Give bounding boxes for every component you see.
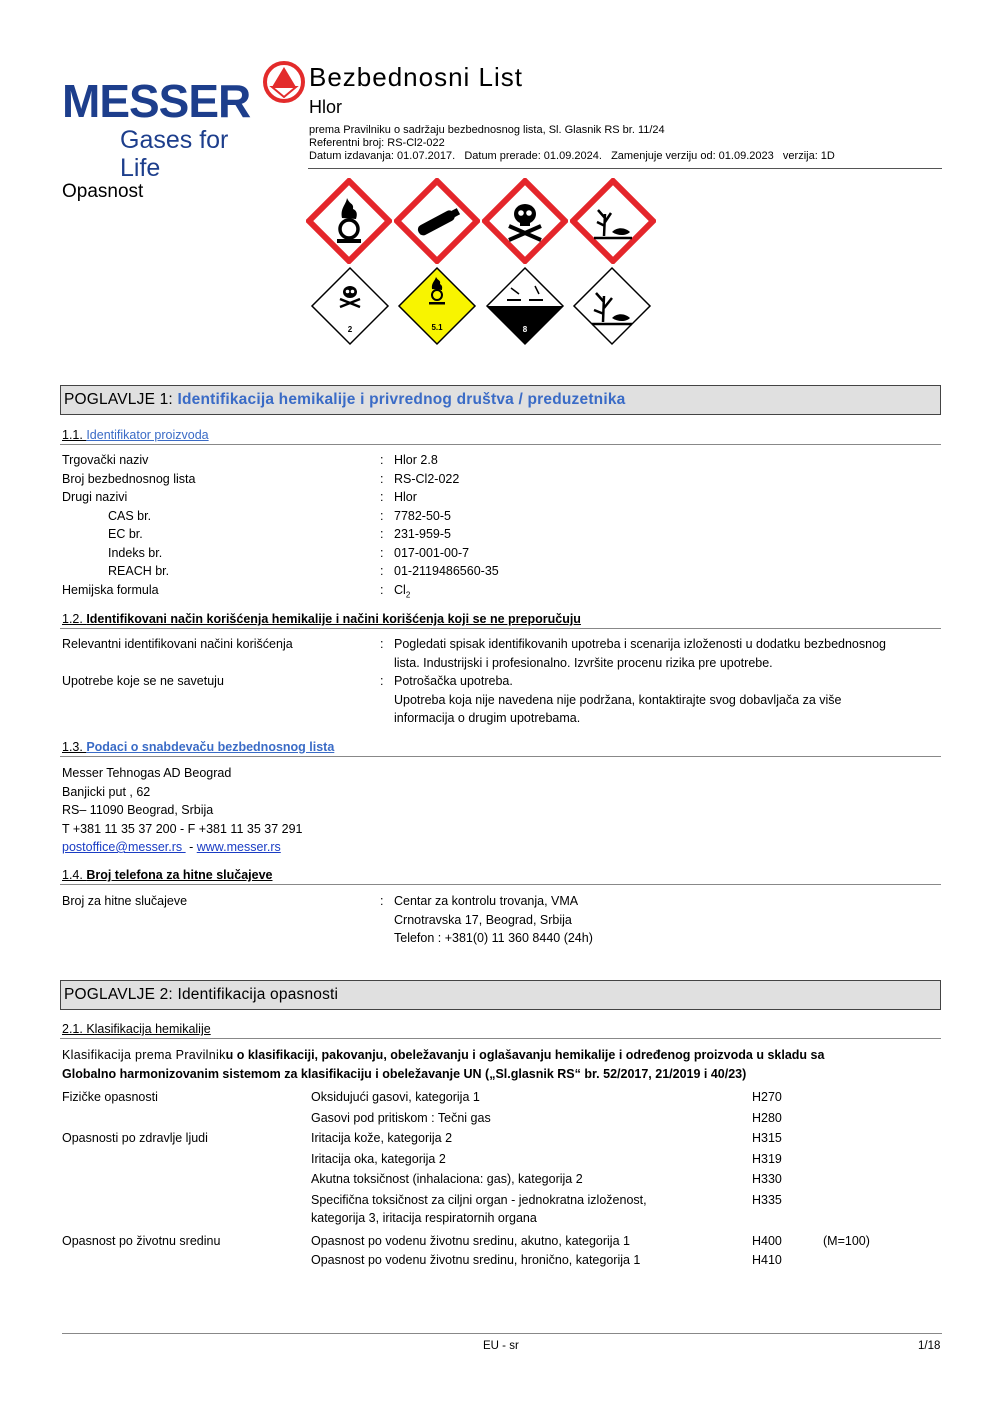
hazard-class: Gasovi pod pritiskom : Tečni gas	[311, 1110, 491, 1125]
hazard-code: H319	[752, 1151, 782, 1166]
section-1-prefix: POGLAVLJE 1:	[64, 391, 178, 408]
transport-oxidizer-icon	[397, 266, 477, 346]
subsection-1-1: 1.1. Identifikator proizvoda	[62, 428, 209, 442]
value-uses-advised-against-2: Upotreba koja nije navedena nije podržana, kontaktirajte svog dobavljača za više	[394, 692, 842, 707]
subsection-1-3: 1.3. Podaci o snabdevaču bezbednosnog lista	[62, 740, 335, 754]
classification-intro: Klasifikacija prema Pravilniku o klasifikaciji, pakovanju, obeležavanju i oglašavanju hemikalije i određenog proizvoda u skladu sa	[62, 1048, 825, 1062]
header-divider	[308, 168, 942, 169]
email-link[interactable]: postoffice@messer.rs	[62, 840, 186, 854]
subsection-1-4-title: Broj telefona za hitne slučajeve	[86, 868, 273, 882]
subsection-divider	[60, 444, 941, 445]
document-title: Bezbednosni List	[309, 62, 524, 92]
gas-cylinder-icon	[394, 178, 480, 264]
hazard-code: H410	[752, 1252, 782, 1267]
label-formula: Hemijska formula	[62, 582, 159, 597]
skull-crossbones-icon	[482, 178, 568, 264]
emergency-line-1: Centar za kontrolu trovanja, VMA	[394, 894, 579, 908]
label-sds-number: Broj bezbednosnog lista	[62, 471, 196, 486]
value-trade-name: Hlor 2.8	[394, 453, 438, 467]
regulation-text: prema Pravilniku o sadržaju bezbednosnog lista, Sl. Glasnik RS br. 11/24	[309, 124, 665, 136]
label-other-names: Drugi nazivi	[62, 490, 128, 504]
hazard-code: H335	[752, 1192, 782, 1207]
hazard-class: Iritacija kože, kategorija 2	[311, 1131, 453, 1145]
label-index: Indeks br.	[108, 545, 163, 560]
hazard-code: H400	[752, 1234, 782, 1248]
emergency-line-2: Crnotravska 17, Beograd, Srbija	[394, 912, 572, 927]
transport-class-5-1: 5.1	[431, 323, 443, 332]
transport-corrosive-icon	[485, 266, 565, 346]
transport-environment-icon	[572, 266, 652, 346]
page-number: 1/18	[918, 1340, 941, 1352]
label-reach: REACH br.	[108, 564, 170, 578]
supplier-phone: T +381 11 35 37 200 - F +381 11 35 37 291	[62, 821, 303, 836]
hazard-code: H280	[752, 1110, 782, 1125]
classification-intro-2: Globalno harmonizovanim sistemom za klasifikaciju i obeležavanje UN („Sl.glasnik RS“ br. 52/2017, 21/2019 i 40/23)	[62, 1066, 747, 1081]
label-cas: CAS br.	[108, 508, 152, 523]
subsection-divider	[60, 1038, 941, 1039]
environment-icon	[570, 178, 656, 264]
subsection-1-1-title: Identifikator proizvoda	[86, 428, 209, 442]
transport-toxic-gas-icon	[310, 266, 390, 346]
subsection-1-4: 1.4. Broj telefona za hitne slučajeve	[62, 868, 273, 882]
subsection-1-3-title: Podaci o snabdevaču bezbednosnog lista	[86, 740, 335, 754]
value-identified-uses-2: lista. Industrijski i profesionalno. Izvršite procenu rizika pre upotrebe.	[394, 655, 773, 670]
label-uses-advised-against: Upotrebe koje se ne savetuju	[62, 674, 224, 688]
section-1-title: Identifikacija hemikalije i privrednog društva / preduzetnika	[177, 391, 626, 408]
emergency-line-3: Telefon : +381(0) 11 360 8440 (24h)	[394, 931, 593, 945]
revision-dates: Datum izdavanja: 01.07.2017. Datum prerade: 01.09.2024. Zamenjuje verziju od: 01.09.2023 verzija: 1D	[309, 150, 835, 162]
group-physical: Fizičke opasnosti	[62, 1090, 158, 1104]
hazard-code: H315	[752, 1131, 782, 1145]
supplier-street: Banjicki put , 62	[62, 784, 151, 799]
subsection-divider	[60, 756, 941, 757]
subsection-divider	[60, 628, 941, 629]
hazard-class: Oksidujući gasovi, kategorija 1	[311, 1090, 480, 1104]
value-sds-number: RS-Cl2-022	[394, 471, 460, 486]
subsection-1-2: 1.2. Identifikovani način korišćenja hemikalije i načini korišćenja koji se ne preporučuju	[62, 612, 581, 626]
hazard-code: H270	[752, 1090, 782, 1104]
transport-class-2: 2	[347, 325, 353, 334]
label-trade-name: Trgovački naziv	[62, 453, 149, 467]
supplier-name: Messer Tehnogas AD Beograd	[62, 766, 232, 780]
value-formula: $Cl_2$	[394, 582, 411, 599]
value-reach: 01-2119486560-35	[394, 564, 499, 578]
website-link[interactable]: www.messer.rs	[196, 840, 281, 854]
value-uses-advised-against-1: Potrošačka upotreba.	[394, 674, 513, 688]
value-index: 017-001-00-7	[394, 545, 470, 560]
signal-word: Opasnost	[62, 181, 144, 202]
group-environment: Opasnost po životnu sredinu	[62, 1234, 221, 1248]
supplier-contact: postoffice@messer.rs - www.messer.rs	[62, 840, 281, 854]
value-identified-uses-1: Pogledati spisak identifikovanih upotreba i scenarija izloženosti u dodatku bezbednosnog	[394, 637, 886, 651]
flame-over-circle-icon	[306, 178, 392, 264]
hazard-class: Opasnost po vodenu životnu sredinu, hronično, kategorija 1	[311, 1252, 641, 1267]
section-1-header	[60, 385, 941, 415]
subsection-2-1: 2.1. Klasifikacija hemikalije	[62, 1022, 211, 1036]
messer-logo	[62, 60, 272, 182]
value-cas: 7782-50-5	[394, 508, 451, 523]
value-other-names: Hlor	[394, 490, 417, 504]
hazard-class: Akutna toksičnost (inhalaciona: gas), kategorija 2	[311, 1172, 583, 1186]
section-2-header: POGLAVLJE 2: Identifikacija opasnosti	[60, 980, 941, 1010]
label-identified-uses: Relevantni identifikovani načini korišćenja	[62, 637, 293, 651]
transport-class-8: 8	[522, 325, 528, 334]
subsection-1-2-title: Identifikovani način korišćenja hemikalije i načini korišćenja koji se ne preporučuju	[86, 612, 581, 626]
footer-divider	[62, 1333, 942, 1334]
label-emergency-phone: Broj za hitne slučajeve	[62, 894, 188, 908]
hazard-class: kategorija 3, iritacija respiratornih organa	[311, 1211, 537, 1225]
value-ec: 231-959-5	[394, 527, 451, 541]
m-factor: (M=100)	[823, 1234, 870, 1248]
brand-name: MESSER	[62, 75, 251, 127]
hazard-class: Opasnost po vodenu životnu sredinu, akutno, kategorija 1	[311, 1234, 630, 1248]
brand-tagline: Gases for Life	[120, 126, 229, 182]
subsection-divider	[60, 884, 941, 885]
supplier-city: RS– 11090 Beograd, Srbija	[62, 803, 214, 817]
hazard-class: Iritacija oka, kategorija 2	[311, 1151, 446, 1166]
messer-logo-icon	[262, 60, 306, 104]
group-health: Opasnosti po zdravlje ljudi	[62, 1131, 208, 1145]
footer-locale: EU - sr	[483, 1340, 519, 1352]
hazard-code: H330	[752, 1172, 782, 1186]
reference-number: Referentni broj: RS-Cl2-022	[309, 137, 445, 149]
label-ec: EC br.	[108, 527, 143, 541]
product-name: Hlor	[309, 97, 343, 117]
hazard-class: Specifična toksičnost za ciljni organ - jednokratna izloženost,	[311, 1192, 647, 1207]
value-uses-advised-against-3: informacija o drugim upotrebama.	[394, 711, 581, 725]
